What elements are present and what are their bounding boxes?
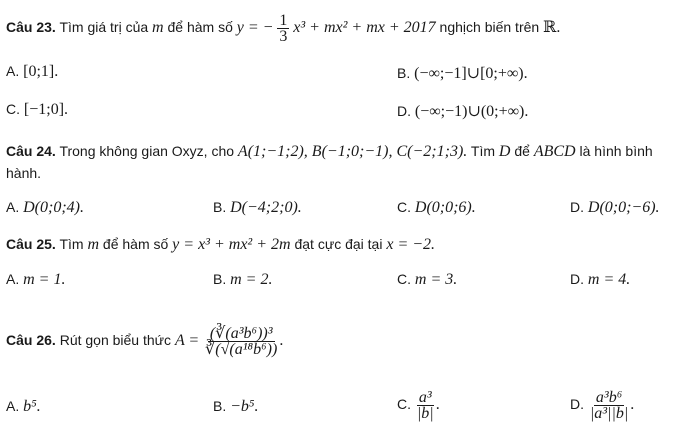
option-letter: B. xyxy=(213,398,227,414)
option-letter: B. xyxy=(213,199,227,215)
option-letter: C. xyxy=(397,396,411,413)
option-denominator: |b| xyxy=(416,405,434,422)
question-23-text-3: nghịch biến trên xyxy=(439,19,540,36)
question-25-option-c xyxy=(397,271,457,289)
option-content: m = 4. xyxy=(587,271,631,288)
question-23 xyxy=(6,13,560,44)
question-24-label: Câu 24. xyxy=(6,143,56,159)
question-24-text-4: là hình bình xyxy=(579,143,653,159)
question-23-set: ℝ. xyxy=(543,19,561,37)
question-24 xyxy=(6,143,653,161)
option-content: b⁵. xyxy=(23,398,41,415)
option-letter: D. xyxy=(570,199,584,215)
option-letter: A. xyxy=(6,199,20,215)
option-numerator: a³ xyxy=(418,389,432,406)
question-25-var: m xyxy=(87,236,100,253)
option-letter: C. xyxy=(6,101,20,117)
question-25 xyxy=(6,236,435,254)
question-23-fraction xyxy=(277,13,289,44)
question-26-label: Câu 26. xyxy=(6,332,56,349)
option-content: D(−4;2;0). xyxy=(230,199,302,216)
question-25-text-1: Tìm xyxy=(59,236,84,252)
question-25-point: x = −2. xyxy=(386,236,436,253)
question-24-points: A(1;−1;2), B(−1;0;−1), C(−2;1;3). xyxy=(237,143,468,160)
question-23-function-rest: x³ + mx² + mx + 2017 xyxy=(293,19,436,37)
question-23-option-a xyxy=(6,63,58,81)
option-letter: A. xyxy=(6,63,20,79)
option-content: (−∞;−1]∪[0;+∞). xyxy=(414,65,528,82)
option-content: [−1;0]. xyxy=(23,101,69,118)
question-24-text-1: Trong không gian Oxyz, cho xyxy=(59,143,235,159)
question-25-function: y = x³ + mx² + 2m xyxy=(172,236,291,253)
option-fraction xyxy=(415,390,436,421)
question-26: Câu 26. Rút gọn biểu thức A = $\frac{\text{(∛(a³b⁶))³}}{\text{∛(√(a¹⁸b⁶))}}$ . xyxy=(6,325,284,358)
question-26-denominator: ∛(√(a¹⁸b⁶)) xyxy=(205,341,278,358)
option-content: m = 3. xyxy=(414,271,458,288)
question-23-fraction-denominator: 3 xyxy=(279,28,288,45)
option-fraction xyxy=(588,390,630,421)
question-23-function-lhs: y = − xyxy=(236,19,274,37)
question-26-expression xyxy=(203,326,279,357)
option-content: D(0;0;4). xyxy=(23,199,84,216)
question-25-option-b xyxy=(213,271,272,289)
question-26-option-d: D. $\frac{\text{a³b⁶}}{\text{|a³||b|}}$ . xyxy=(570,389,635,422)
question-26-option-c: C. $\frac{\text{a³}}{|b|}$ . xyxy=(397,389,440,422)
question-26-lhs: A = xyxy=(174,332,200,350)
option-letter: B. xyxy=(397,65,411,81)
option-content: −b⁵. xyxy=(230,398,259,415)
option-letter: D. xyxy=(397,103,411,119)
option-content: m = 2. xyxy=(230,271,273,288)
question-24-text-5: hành. xyxy=(6,165,42,181)
question-25-option-a xyxy=(6,271,65,289)
question-24-option-d xyxy=(570,199,660,217)
option-letter: C. xyxy=(397,199,411,215)
option-content: (−∞;−1)∪(0;+∞). xyxy=(414,103,529,120)
option-content: m = 1. xyxy=(23,271,66,288)
question-24-option-b xyxy=(213,199,302,217)
option-letter: D. xyxy=(570,271,584,287)
option-letter: D. xyxy=(570,396,584,413)
option-content: [0;1]. xyxy=(23,63,59,80)
question-23-option-d xyxy=(397,101,528,121)
question-26-option-a xyxy=(6,398,41,416)
question-24-option-c xyxy=(397,199,476,217)
question-26-text-1: Rút gọn biểu thức xyxy=(59,332,172,349)
option-numerator: a³b⁶ xyxy=(595,389,623,406)
question-23-option-c xyxy=(6,101,68,119)
question-23-text-2: để hàm số xyxy=(167,19,233,36)
option-denominator: |a³||b| xyxy=(589,405,629,422)
question-26-option-b xyxy=(213,398,258,416)
question-25-option-d xyxy=(570,271,630,289)
question-23-label: Câu 23. xyxy=(6,19,56,36)
question-23-fraction-numerator: 1 xyxy=(279,12,288,29)
question-23-option-b xyxy=(397,63,528,83)
question-23-var: m xyxy=(152,19,164,37)
question-24-var: D xyxy=(498,143,511,160)
question-25-label: Câu 25. xyxy=(6,236,56,252)
option-content: D(0;0;6). xyxy=(414,199,476,216)
question-25-text-3: đạt cực đại tại xyxy=(294,236,383,252)
option-letter: C. xyxy=(397,271,411,287)
option-letter: A. xyxy=(6,271,20,287)
question-24-text-3: để xyxy=(514,143,530,159)
option-content: D(0;0;−6). xyxy=(587,199,660,216)
question-24-text-2: Tìm xyxy=(470,143,496,159)
question-24-continuation xyxy=(6,165,41,181)
question-24-option-a xyxy=(6,199,84,217)
question-23-text-1: Tìm giá trị của xyxy=(59,19,149,36)
question-26-numerator: (∛(a³b⁶))³ xyxy=(209,325,273,342)
option-letter: B. xyxy=(213,271,227,287)
option-letter: A. xyxy=(6,398,20,414)
question-25-text-2: để hàm số xyxy=(102,236,169,252)
question-24-shape: ABCD xyxy=(533,143,576,160)
